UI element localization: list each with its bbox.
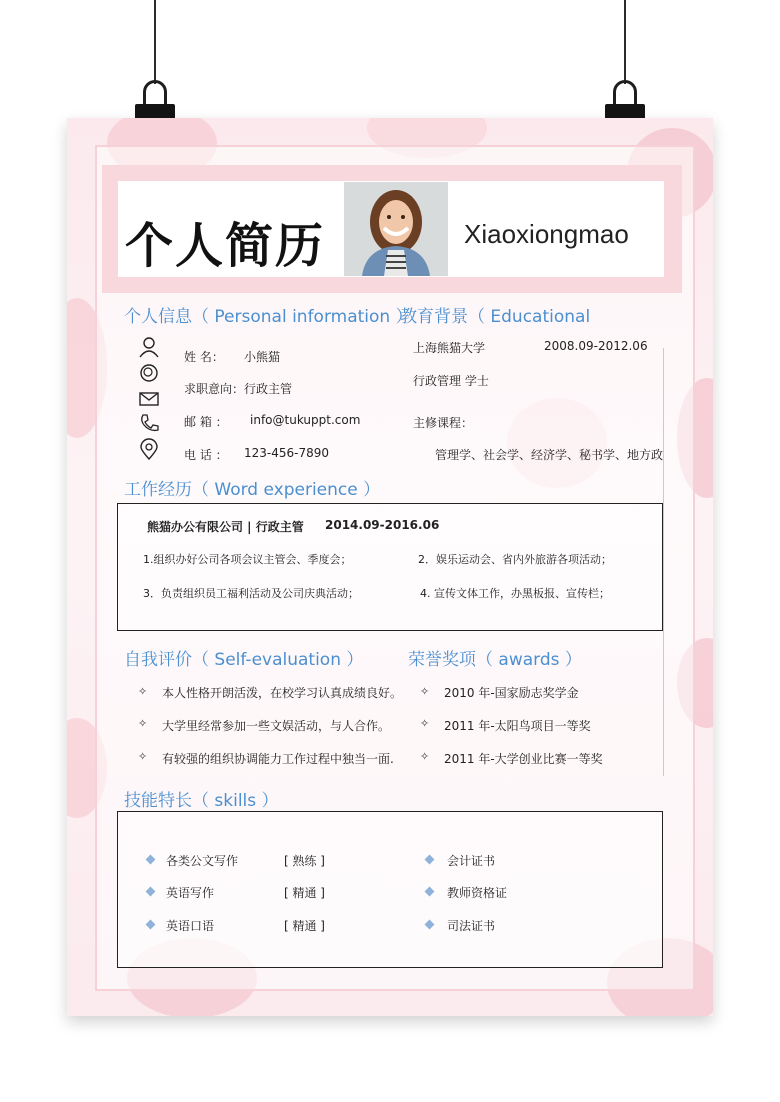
right-hanging-wire	[624, 0, 626, 84]
skill-level: [ 精通 ]	[284, 886, 325, 900]
skill-level: [ 熟练 ]	[284, 854, 325, 868]
personal-info-heading: 个人信息（ Personal information ）	[124, 307, 413, 327]
sparkle-icon: ✧	[420, 717, 430, 730]
sparkle-icon: ✧	[420, 685, 430, 698]
skill-name: 英语口语	[166, 919, 215, 933]
self-eval-item: 大学里经常参加一些文娱活动，与人合作。	[162, 719, 391, 733]
work-item: 2．娱乐运动会、省内外旅游各项活动；	[418, 553, 612, 566]
email-label: 邮 箱 ：	[184, 415, 228, 429]
education-heading: 教育背景（ Educational	[400, 307, 591, 327]
work-period: 2014.09-2016.06	[325, 518, 440, 532]
email-value[interactable]: info@tukuppt.com	[250, 413, 361, 427]
certificate-item: 教师资格证	[447, 886, 508, 900]
skill-name: 各类公文写作	[166, 854, 239, 868]
job-intention-label: 求职意向：	[184, 382, 245, 396]
self-eval-heading: 自我评价（ Self-evaluation ）	[124, 650, 364, 670]
english-name: Xiaoxiongmao	[464, 219, 629, 249]
certificate-item: 司法证书	[447, 919, 496, 933]
user-icon	[138, 336, 160, 358]
work-item: 4. 宣传文体工作，办黑板报、宣传栏；	[420, 587, 610, 600]
award-item: 2011 年-太阳鸟项目一等奖	[444, 719, 591, 733]
name-label: 姓 名：	[184, 350, 224, 364]
self-eval-item: 本人性格开朗活泼，在校学习认真成绩良好。	[162, 686, 403, 700]
sparkle-icon: ✧	[138, 717, 148, 730]
school-name: 上海熊猫大学	[413, 341, 486, 355]
education-period: 2008.09-2012.06	[544, 339, 648, 353]
job-intention-value: 行政主管	[244, 382, 293, 396]
resume-title: 个人简历	[125, 218, 326, 274]
awards-heading: 荣誉奖项（ awards ）	[408, 650, 582, 670]
award-item: 2010 年-国家励志奖学金	[444, 686, 579, 700]
left-hanging-wire	[154, 0, 156, 84]
phone-value: 123-456-7890	[244, 446, 330, 460]
work-item: 3．负责组织员工福利活动及公司庆典活动；	[143, 587, 359, 600]
skill-name: 英语写作	[166, 886, 215, 900]
skill-level: [ 精通 ]	[284, 919, 325, 933]
profile-photo	[344, 182, 448, 276]
courses-label: 主修课程：	[413, 416, 474, 430]
work-item: 1.组织办好公司各项会议主管会、季度会；	[143, 553, 352, 566]
certificate-item: 会计证书	[447, 854, 496, 868]
phone-icon	[138, 412, 160, 434]
work-heading: 工作经历（ Word experience ）	[124, 480, 381, 500]
section-divider	[663, 348, 664, 776]
search-icon	[138, 362, 160, 384]
mail-icon	[138, 388, 160, 410]
sparkle-icon: ✧	[420, 750, 430, 763]
work-company: 熊猫办公有限公司 | 行政主管	[147, 520, 304, 534]
sparkle-icon: ✧	[138, 750, 148, 763]
self-eval-item: 有较强的组织协调能力工作过程中独当一面.	[162, 752, 394, 766]
name-value: 小熊猫	[244, 350, 281, 364]
location-icon	[138, 438, 160, 460]
resume-paper	[67, 118, 713, 1016]
courses-list: 管理学、社会学、经济学、秘书学、地方政	[435, 448, 664, 462]
degree: 行政管理 学士	[413, 374, 489, 388]
award-item: 2011 年-大学创业比赛一等奖	[444, 752, 603, 766]
skills-heading: 技能特长（ skills ）	[124, 791, 279, 811]
phone-label: 电 话 ：	[184, 448, 228, 462]
sparkle-icon: ✧	[138, 685, 148, 698]
